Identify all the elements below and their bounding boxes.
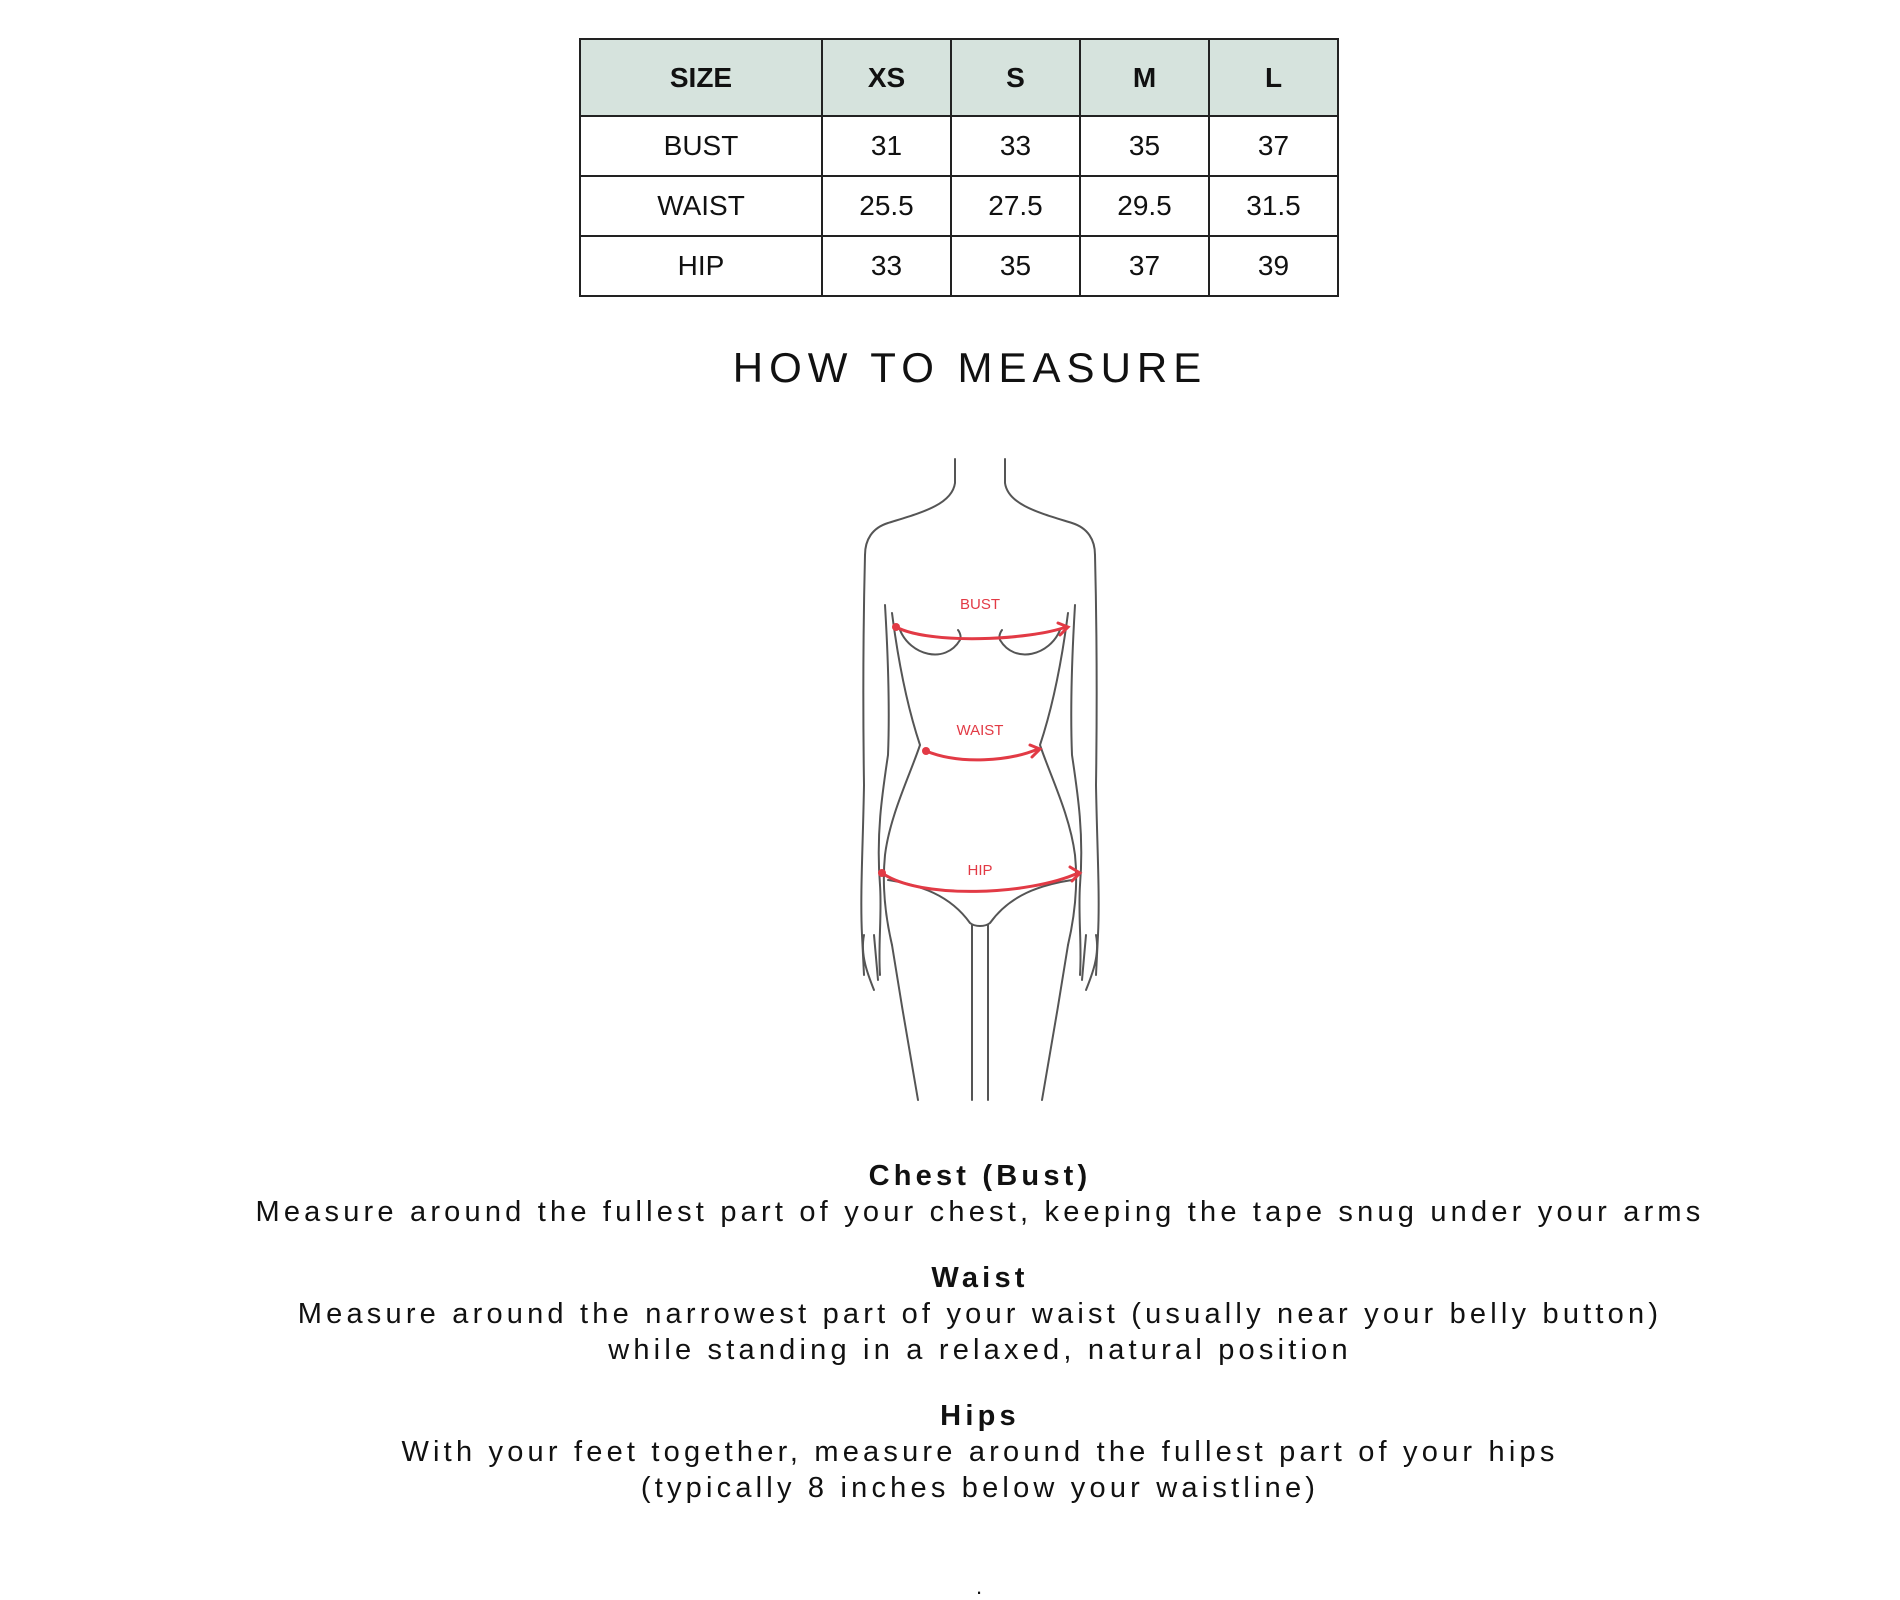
instruction-chest [0, 1158, 1900, 1230]
table-cell: 31 [822, 116, 951, 176]
row-label: HIP [580, 236, 822, 296]
table-row-waist [580, 176, 1338, 236]
table-cell: 35 [951, 236, 1080, 296]
table-cell: 37 [1080, 236, 1209, 296]
body-measurement-figure [830, 455, 1130, 1105]
size-header-cell: SIZE [580, 39, 822, 116]
row-label: BUST [580, 116, 822, 176]
measurement-instructions [0, 1158, 1900, 1536]
table-row-hip [580, 236, 1338, 296]
table-cell: 29.5 [1080, 176, 1209, 236]
waist-tape [926, 749, 1038, 760]
bust-label: BUST [959, 596, 1001, 613]
table-cell: 25.5 [822, 176, 951, 236]
body-outline [861, 459, 1098, 1100]
size-header-cell: S [951, 39, 1080, 116]
instruction-text: With your feet together, measure around the fullest part of your hips [401, 1436, 1559, 1468]
bust-tape [896, 627, 1066, 639]
tape-endpoints [878, 623, 930, 877]
table-row-bust [580, 116, 1338, 176]
table-cell: 37 [1209, 116, 1338, 176]
size-header-cell: M [1080, 39, 1209, 116]
how-to-measure-heading: HOW TO MEASURE [732, 344, 1208, 391]
instruction-title: Waist [931, 1262, 1029, 1294]
instruction-hips [0, 1398, 1900, 1506]
row-label: WAIST [580, 176, 822, 236]
size-chart-table [579, 38, 1339, 297]
instruction-title: Hips [940, 1400, 1020, 1432]
footer-dot: . [976, 1574, 983, 1599]
table-cell: 33 [951, 116, 1080, 176]
size-header-row [580, 39, 1338, 116]
hip-label: HIP [967, 862, 993, 879]
instruction-waist [0, 1260, 1900, 1368]
instruction-text: while standing in a relaxed, natural position [608, 1334, 1352, 1366]
body-outline-illustration [830, 455, 1130, 1105]
instruction-title: Chest (Bust) [868, 1160, 1092, 1192]
table-cell: 31.5 [1209, 176, 1338, 236]
table-cell: 39 [1209, 236, 1338, 296]
table-cell: 27.5 [951, 176, 1080, 236]
table-cell: 33 [822, 236, 951, 296]
instruction-text: Measure around the fullest part of your chest, keeping the tape snug under your arms [255, 1196, 1705, 1228]
measuring-tapes [882, 623, 1080, 891]
waist-label: WAIST [956, 722, 1004, 739]
size-header-cell: L [1209, 39, 1338, 116]
instruction-text: (typically 8 inches below your waistline) [640, 1472, 1320, 1504]
table-cell: 35 [1080, 116, 1209, 176]
size-header-cell: XS [822, 39, 951, 116]
instruction-text: Measure around the narrowest part of your waist (usually near your belly button) [297, 1298, 1663, 1330]
